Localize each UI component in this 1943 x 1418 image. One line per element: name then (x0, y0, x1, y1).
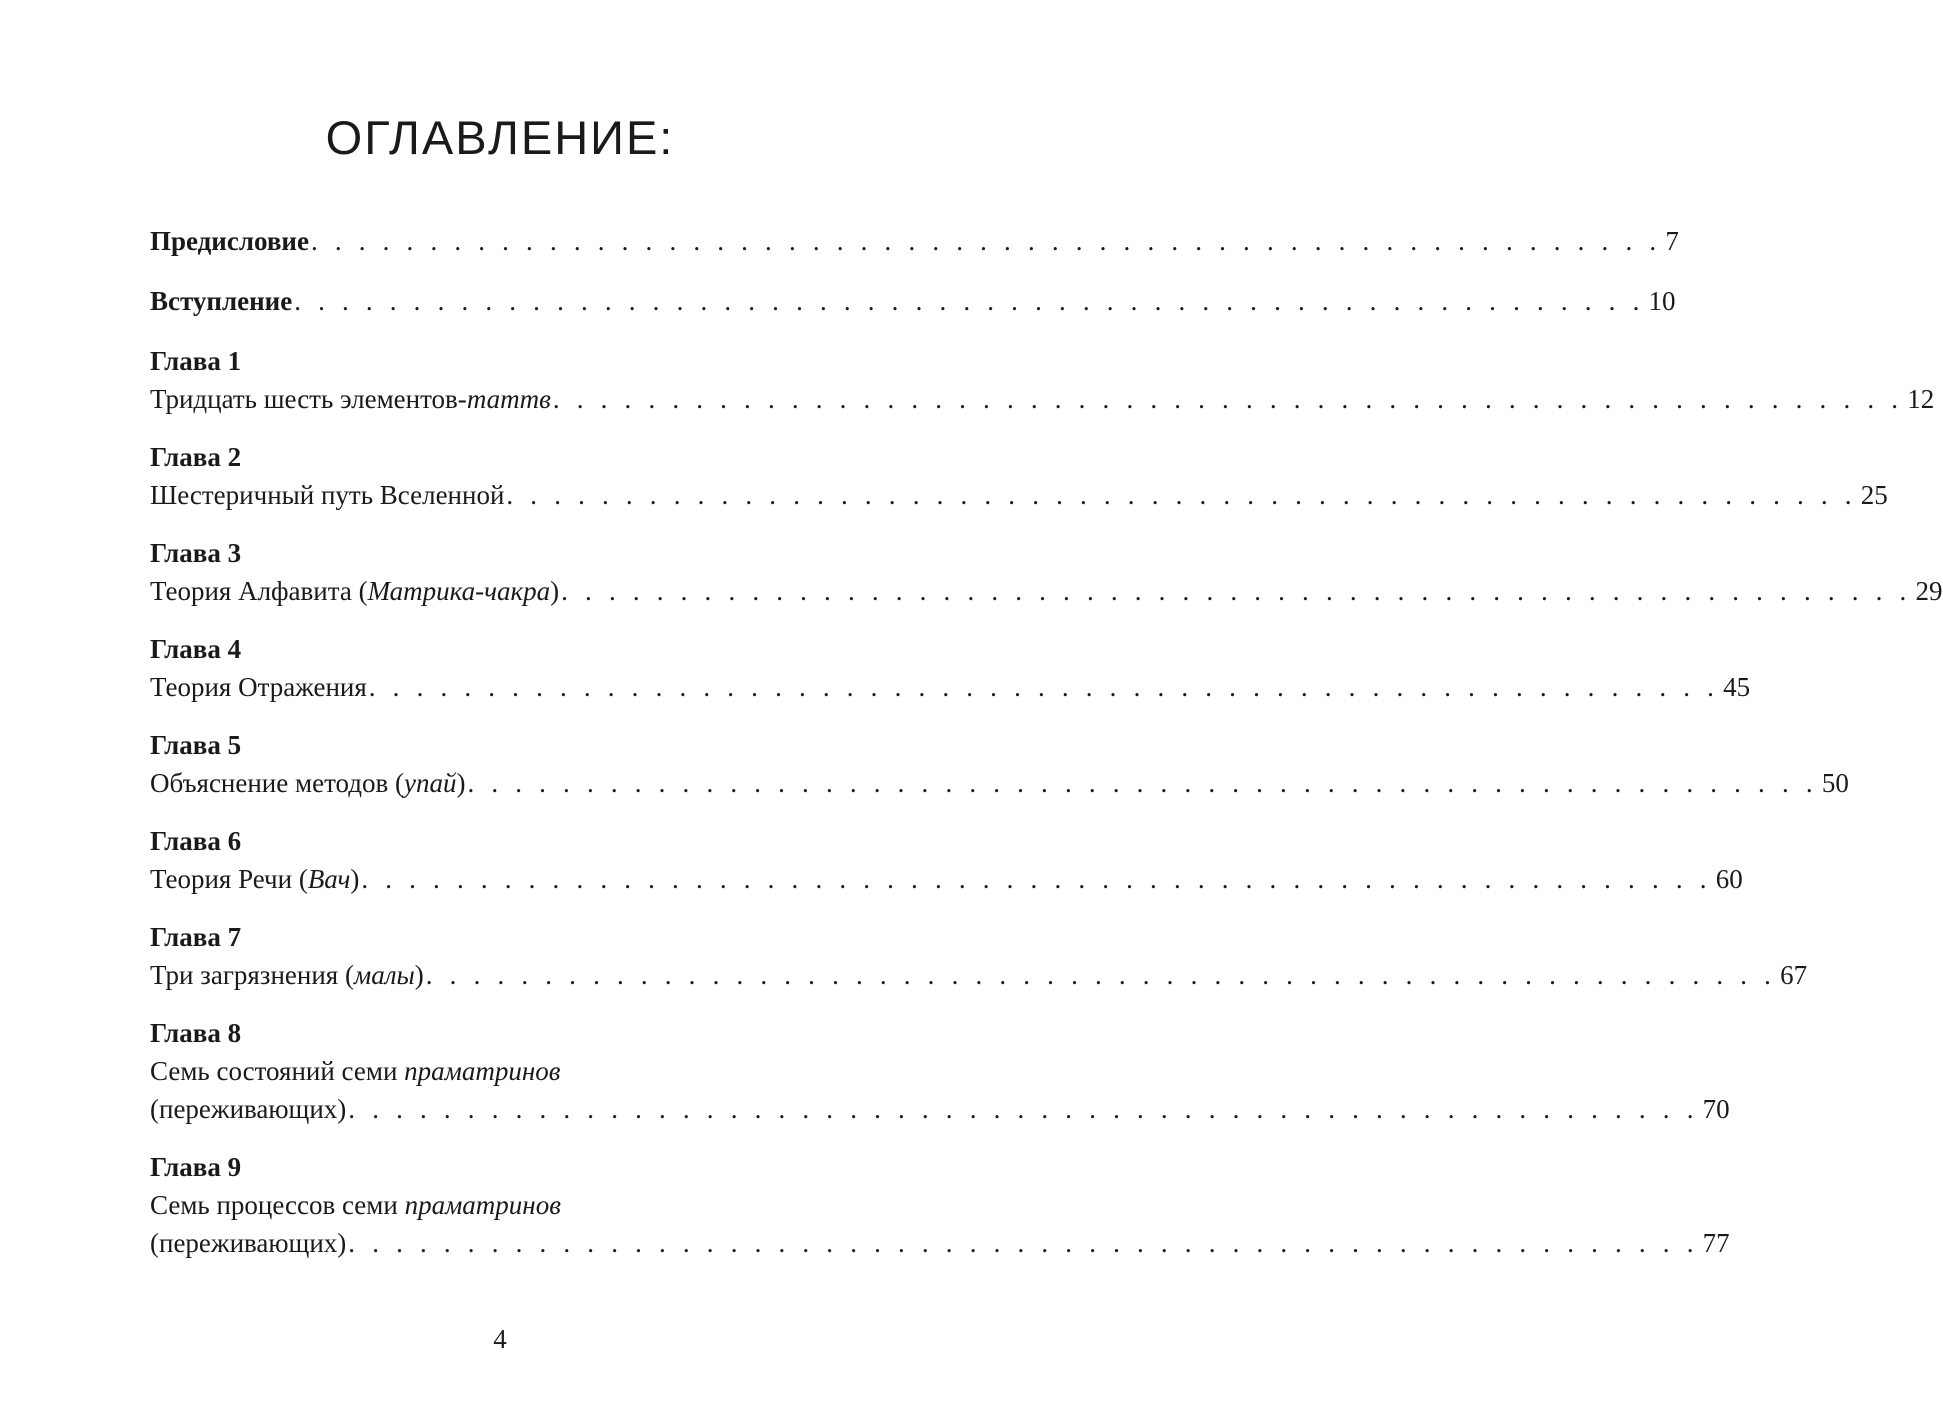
dot-leader: . . . . . . . . . . . . . . . . . . . . . . . . . . . . . . . . . . . . . . . . . . . . . . . . . . . . . . . . . (561, 576, 1912, 606)
chapter-label: Глава 1 (150, 346, 242, 376)
toc-page-number: 10 (1648, 286, 1676, 316)
chapter-title-line-2: (переживающих) (150, 1094, 347, 1124)
dot-leader: . . . . . . . . . . . . . . . . . . . . . . . . . . . . . . . . . . . . . . . . . . . . . . . . . . . . . . . . . (310, 226, 1662, 256)
toc-entry-chapter-5[interactable] (150, 726, 1849, 802)
chapter-title: Три загрязнения (малы) (150, 960, 424, 990)
toc-entry-chapter-9[interactable] (150, 1148, 1730, 1262)
toc-page-number: 77 (1702, 1228, 1730, 1258)
dot-leader: . . . . . . . . . . . . . . . . . . . . . . . . . . . . . . . . . . . . . . . . . . . . . . . . . . . . . . . . . (552, 384, 1904, 414)
dot-leader: . . . . . . . . . . . . . . . . . . . . . . . . . . . . . . . . . . . . . . . . . . . . . . . . . . . . . . . . . (294, 286, 1645, 316)
toc-page-number: 7 (1665, 226, 1679, 256)
chapter-title: Тридцать шесть элементов-таттв (150, 384, 551, 414)
chapter-label: Глава 8 (150, 1018, 242, 1048)
dot-leader: . . . . . . . . . . . . . . . . . . . . . . . . . . . . . . . . . . . . . . . . . . . . . . . . . . . . . . . . . (361, 864, 1712, 894)
chapter-title-line-2: (переживающих) (150, 1228, 347, 1258)
dot-leader: . . . . . . . . . . . . . . . . . . . . . . . . . . . . . . . . . . . . . . . . . . . . . . . . . . . . . . . . . (425, 960, 1777, 990)
chapter-title-line-1: Семь процессов семи праматринов (150, 1190, 561, 1220)
table-of-contents (150, 222, 1943, 1282)
toc-page-number: 70 (1702, 1094, 1730, 1124)
toc-entry-chapter-3[interactable] (150, 534, 1943, 610)
chapter-label: Глава 4 (150, 634, 242, 664)
chapter-label: Глава 9 (150, 1152, 242, 1182)
chapter-title: Теория Отражения (150, 672, 367, 702)
dot-leader: . . . . . . . . . . . . . . . . . . . . . . . . . . . . . . . . . . . . . . . . . . . . . . . . . . . . . . . . . (368, 672, 1720, 702)
chapter-label: Глава 2 (150, 442, 242, 472)
toc-page-number: 67 (1780, 960, 1808, 990)
toc-page-number: 29 (1915, 576, 1943, 606)
toc-entry-chapter-8[interactable] (150, 1014, 1730, 1128)
toc-entry-label: Вступление (150, 286, 293, 316)
toc-page-number: 50 (1821, 768, 1849, 798)
dot-leader: . . . . . . . . . . . . . . . . . . . . . . . . . . . . . . . . . . . . . . . . . . . . . . . . . . . . . . . . . (348, 1228, 1699, 1258)
toc-entry-chapter-2[interactable] (150, 438, 1888, 514)
chapter-label: Глава 5 (150, 730, 242, 760)
toc-entry-intro[interactable] (150, 282, 1676, 320)
toc-page-number: 12 (1907, 384, 1935, 414)
chapter-title: Шестеричный путь Вселенной (150, 480, 505, 510)
chapter-label: Глава 6 (150, 826, 242, 856)
dot-leader: . . . . . . . . . . . . . . . . . . . . . . . . . . . . . . . . . . . . . . . . . . . . . . . . . . . . . . . . . (348, 1094, 1699, 1124)
page-title: ОГЛАВЛЕНИЕ: (325, 111, 675, 164)
toc-page-number: 45 (1723, 672, 1751, 702)
dot-leader: . . . . . . . . . . . . . . . . . . . . . . . . . . . . . . . . . . . . . . . . . . . . . . . . . . . . . . . . . (467, 768, 1818, 798)
dot-leader: . . . . . . . . . . . . . . . . . . . . . . . . . . . . . . . . . . . . . . . . . . . . . . . . . . . . . . . . . (506, 480, 1857, 510)
page-number: 4 (493, 1324, 507, 1354)
toc-entry-preface[interactable] (150, 222, 1679, 260)
toc-page-number: 25 (1860, 480, 1888, 510)
toc-entry-chapter-7[interactable] (150, 918, 1808, 994)
toc-page-number: 60 (1715, 864, 1743, 894)
toc-entry-chapter-4[interactable] (150, 630, 1751, 706)
toc-entry-chapter-6[interactable] (150, 822, 1743, 898)
chapter-title-line-1: Семь состояний семи праматринов (150, 1056, 561, 1086)
toc-entry-label: Предисловие (150, 226, 309, 256)
chapter-label: Глава 3 (150, 538, 242, 568)
chapter-title: Объяснение методов (упай) (150, 768, 466, 798)
chapter-title: Теория Алфавита (Матрика-чакра) (150, 576, 560, 606)
toc-entry-chapter-1[interactable] (150, 342, 1935, 418)
chapter-title: Теория Речи (Вач) (150, 864, 360, 894)
chapter-label: Глава 7 (150, 922, 242, 952)
